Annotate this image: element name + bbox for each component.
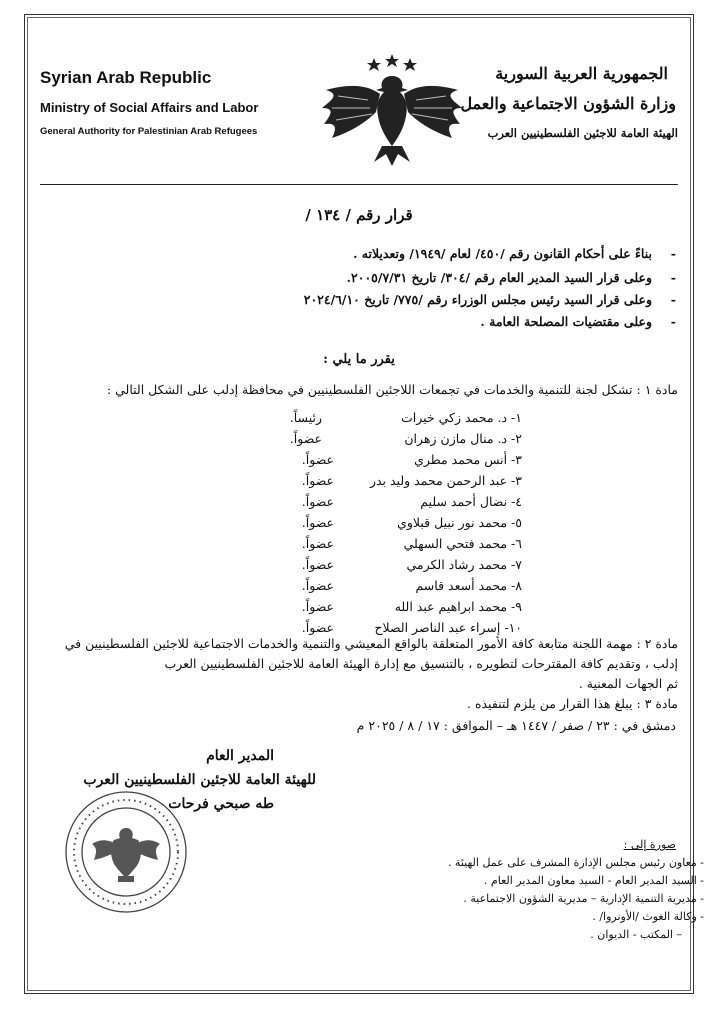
article-1: مادة ١ : تشكل لجنة للتنمية والخدمات في تجمعات اللاجئين الفلسطينيين في محافظة إدلب على الشكل التالي :: [106, 382, 678, 397]
member-role: عضواً.: [301, 515, 334, 530]
member-role: عضواً.: [301, 473, 334, 488]
official-seal-icon: [62, 788, 190, 916]
member-name: ٤- نضال أحمد سليم: [420, 494, 522, 509]
cc-item: - مديرية التنمية الإدارية – مديرية الشؤون الاجتماعية .: [463, 892, 704, 905]
english-country-title: Syrian Arab Republic: [40, 68, 212, 87]
member-name: ٦- محمد فتحي السهلي: [403, 536, 522, 551]
signatory-organization: للهيئة العامة للاجئين الفلسطينيين العرب: [83, 772, 316, 788]
member-name: ٩- محمد ابراهيم عبد الله: [394, 599, 522, 614]
arabic-authority-name: الهيئة العامة للاجئين الفلسطينيين العرب: [487, 126, 678, 140]
basis-bullet: -: [670, 246, 676, 261]
cc-heading: صورة إلى :: [623, 838, 676, 851]
basis-bullet: -: [670, 270, 676, 285]
article-3: مادة ٣ : يبلغ هذا القرار من يلزم لتنفيذه .: [467, 696, 678, 711]
member-name: ١- د. محمد زكي خيرات: [401, 410, 522, 425]
member-role: عضواً.: [301, 452, 334, 467]
article-2-line-2: إدلب ، وتقديم كافة المقترحات لتطويره ، بالتنسيق مع إدارة الهيئة العامة للاجئين الفلسطينيين العرب: [164, 656, 678, 671]
basis-line-3: وعلى قرار السيد رئيس مجلس الوزراء رقم /٧٧٥/ تاريخ ٢٠٢٤/٦/١٠: [303, 292, 652, 307]
member-role: عضواً.: [301, 557, 334, 572]
cc-item: - وكالة الغوث /الأونروا/ .: [592, 910, 704, 923]
member-name: ١٠- إسراء عبد الناصر الصلاح: [374, 620, 522, 635]
basis-line-2: وعلى قرار السيد المدير العام رقم /٣٠٤/ تاريخ ٢٠٠٥/٧/٣١.: [346, 270, 652, 285]
english-ministry-name: Ministry of Social Affairs and Labor: [40, 100, 259, 115]
english-authority-name: General Authority for Palestinian Arab Refugees: [40, 126, 258, 137]
decision-number: قرار رقم / ١٣٤ /: [305, 206, 413, 224]
member-name: ٧- محمد رشاد الكرمي: [406, 557, 522, 572]
signatory-title: المدير العام: [206, 748, 274, 764]
member-role: عضواً.: [301, 599, 334, 614]
cc-item: - السيد المدير العام - السيد معاون المدير العام .: [483, 874, 704, 887]
decides-heading: يقرر ما يلي :: [323, 352, 395, 367]
member-name: ٨- محمد أسعد قاسم: [415, 578, 522, 593]
member-name: ٣- أنس محمد مطري: [414, 452, 522, 467]
date-line: دمشق في : ٢٣ / صفر / ١٤٤٧ هـ – الموافق : ١٧ / ٨ / ٢٠٢٥ م: [356, 718, 676, 733]
header-divider: [40, 184, 678, 185]
member-name: ٥- محمد نور نبيل قبلاوي: [397, 515, 522, 530]
cc-item: – المكتب - الديوان .: [590, 928, 682, 941]
member-role: عضواً.: [301, 578, 334, 593]
eagle-emblem-icon: [318, 50, 466, 170]
member-name: ٢- د. منال مازن زهران: [404, 431, 522, 446]
member-role: عضواً.: [301, 536, 334, 551]
member-role: رئيساً.: [289, 410, 322, 425]
basis-line-1: بناءً على أحكام القانون رقم /٤٥٠/ لعام /١٩٤٩/ وتعديلاته .: [353, 246, 652, 261]
article-2-line-1: مادة ٢ : مهمة اللجنة متابعة كافة الأمور المتعلقة بالواقع المعيشي والتنمية والخدمات الاجتماعية للاجئين الفلسطينيين في: [64, 636, 678, 651]
article-2-line-3: ثم الجهات المعنية .: [578, 676, 678, 691]
arabic-country-title: الجمهورية العربية السورية: [495, 64, 668, 83]
basis-bullet: -: [670, 314, 676, 329]
member-role: عضواً.: [289, 431, 322, 446]
member-role: عضواً.: [301, 620, 334, 635]
arabic-ministry-name: وزارة الشؤون الاجتماعية والعمل: [460, 94, 676, 113]
member-role: عضواً.: [301, 494, 334, 509]
signatory-name: طه صبحي فرحات: [168, 796, 274, 812]
basis-bullet: -: [670, 292, 676, 307]
member-name: ٣- عبد الرحمن محمد وليد بدر: [369, 473, 522, 488]
cc-item: - معاون رئيس مجلس الإدارة المشرف على عمل الهيئة .: [447, 856, 704, 869]
basis-line-4: وعلى مقتضيات المصلحة العامة .: [480, 314, 652, 329]
